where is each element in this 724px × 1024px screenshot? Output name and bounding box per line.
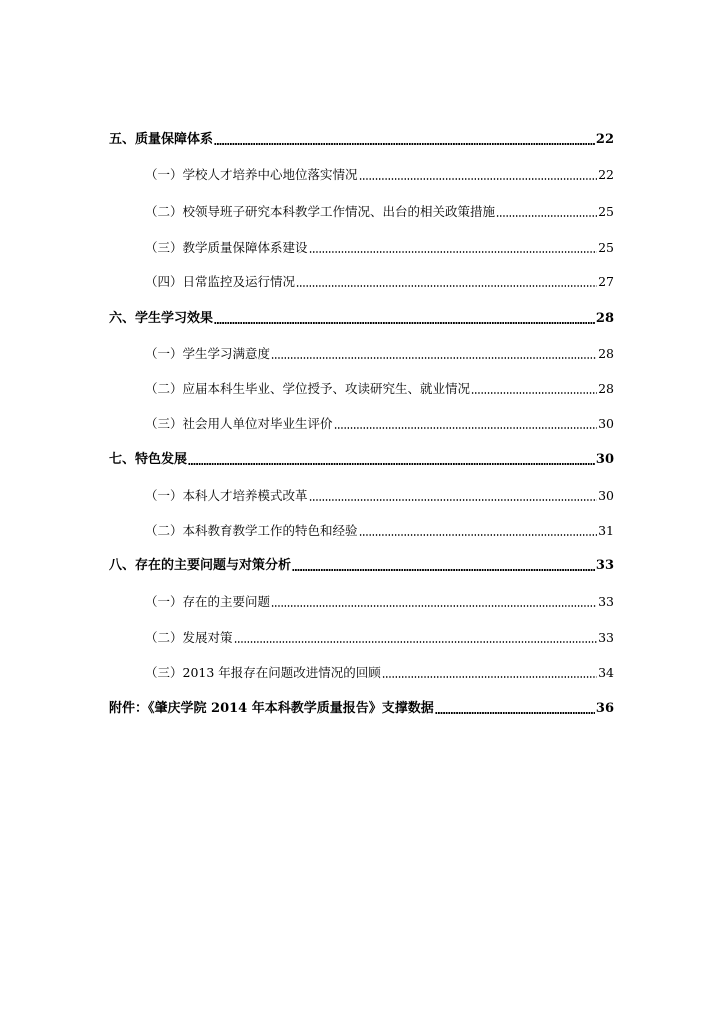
toc-section-entry[interactable] [109,701,614,717]
toc-page-number: 30 [595,452,614,467]
toc-entry-title: （三）教学质量保障体系建设 [145,240,308,255]
toc-page-number: 33 [595,558,614,573]
toc-entry-title: （三）社会用人单位对毕业生评价 [145,416,333,431]
dot-leader [214,143,595,145]
dot-leader [188,463,595,465]
toc-page-number: 30 [598,488,614,503]
toc-page-number: 33 [598,630,614,645]
toc-entry-title: （四）日常监控及运行情况 [145,274,296,289]
toc-page-number: 25 [598,240,614,255]
dot-leader [359,178,598,180]
toc-subsection-entry[interactable] [145,488,614,504]
toc-section-entry[interactable] [109,452,614,468]
toc-subsection-entry[interactable] [145,594,614,610]
toc-page-number: 27 [598,274,614,289]
dot-leader [471,392,597,394]
dot-leader [296,285,597,287]
toc-section-entry[interactable] [109,311,614,327]
dot-leader [292,569,595,571]
dot-leader [382,676,597,678]
toc-subsection-entry[interactable] [145,167,614,183]
toc-subsection-entry[interactable] [145,665,614,681]
toc-page-number: 22 [598,167,614,182]
dot-leader [271,605,597,607]
dot-leader [271,357,597,359]
toc-entry-title: 附件：《肇庆学院 2014 年本科教学质量报告》支撑数据 [109,701,434,716]
dot-leader [359,534,598,536]
toc-entry-title: （二）应届本科生毕业、学位授予、攻读研究生、就业情况 [145,381,471,396]
dot-leader [309,499,598,501]
toc-page-number: 28 [598,346,614,361]
dot-leader [334,427,598,429]
dot-leader [309,251,598,253]
toc-entry-title: （一）本科人才培养模式改革 [145,488,308,503]
dot-leader [214,322,595,324]
toc-page-number: 36 [595,701,614,716]
toc-entry-title: （一）存在的主要问题 [145,594,271,609]
dot-leader [435,712,595,714]
toc-entry-title: （二）本科教育教学工作的特色和经验 [145,523,358,538]
toc-entry-title: （二）校领导班子研究本科教学工作情况、出台的相关政策措施 [145,204,496,219]
toc-entry-title: 七、特色发展 [109,452,188,467]
toc-subsection-entry[interactable] [145,630,614,646]
toc-subsection-entry[interactable] [145,346,614,362]
toc-entry-title: （三）2013 年报存在问题改进情况的回顾 [145,665,381,680]
toc-entry-title: 六、学生学习效果 [109,311,214,326]
toc-subsection-entry[interactable] [145,523,614,539]
toc-entry-title: （二）发展对策 [145,630,233,645]
toc-page-number: 30 [598,416,614,431]
toc-page-number: 33 [598,594,614,609]
dot-leader [234,641,598,643]
toc-section-entry[interactable] [109,558,614,574]
toc-page-number: 22 [595,132,614,147]
toc-entry-title: 五、质量保障体系 [109,132,214,147]
toc-page-number: 34 [598,665,614,680]
toc-subsection-entry[interactable] [145,381,614,397]
toc-subsection-entry[interactable] [145,204,614,220]
toc-entry-title: （一）学校人才培养中心地位落实情况 [145,167,358,182]
toc-page-number: 28 [595,311,614,326]
toc-page-number: 25 [598,204,614,219]
toc-subsection-entry[interactable] [145,240,614,256]
toc-subsection-entry[interactable] [145,274,614,290]
toc-subsection-entry[interactable] [145,416,614,432]
toc-entry-title: 八、存在的主要问题与对策分析 [109,558,292,573]
toc-entry-title: （一）学生学习满意度 [145,346,271,361]
toc-page-number: 28 [598,381,614,396]
toc-page-number: 31 [598,523,614,538]
toc-section-entry[interactable] [109,132,614,148]
dot-leader [496,215,597,217]
